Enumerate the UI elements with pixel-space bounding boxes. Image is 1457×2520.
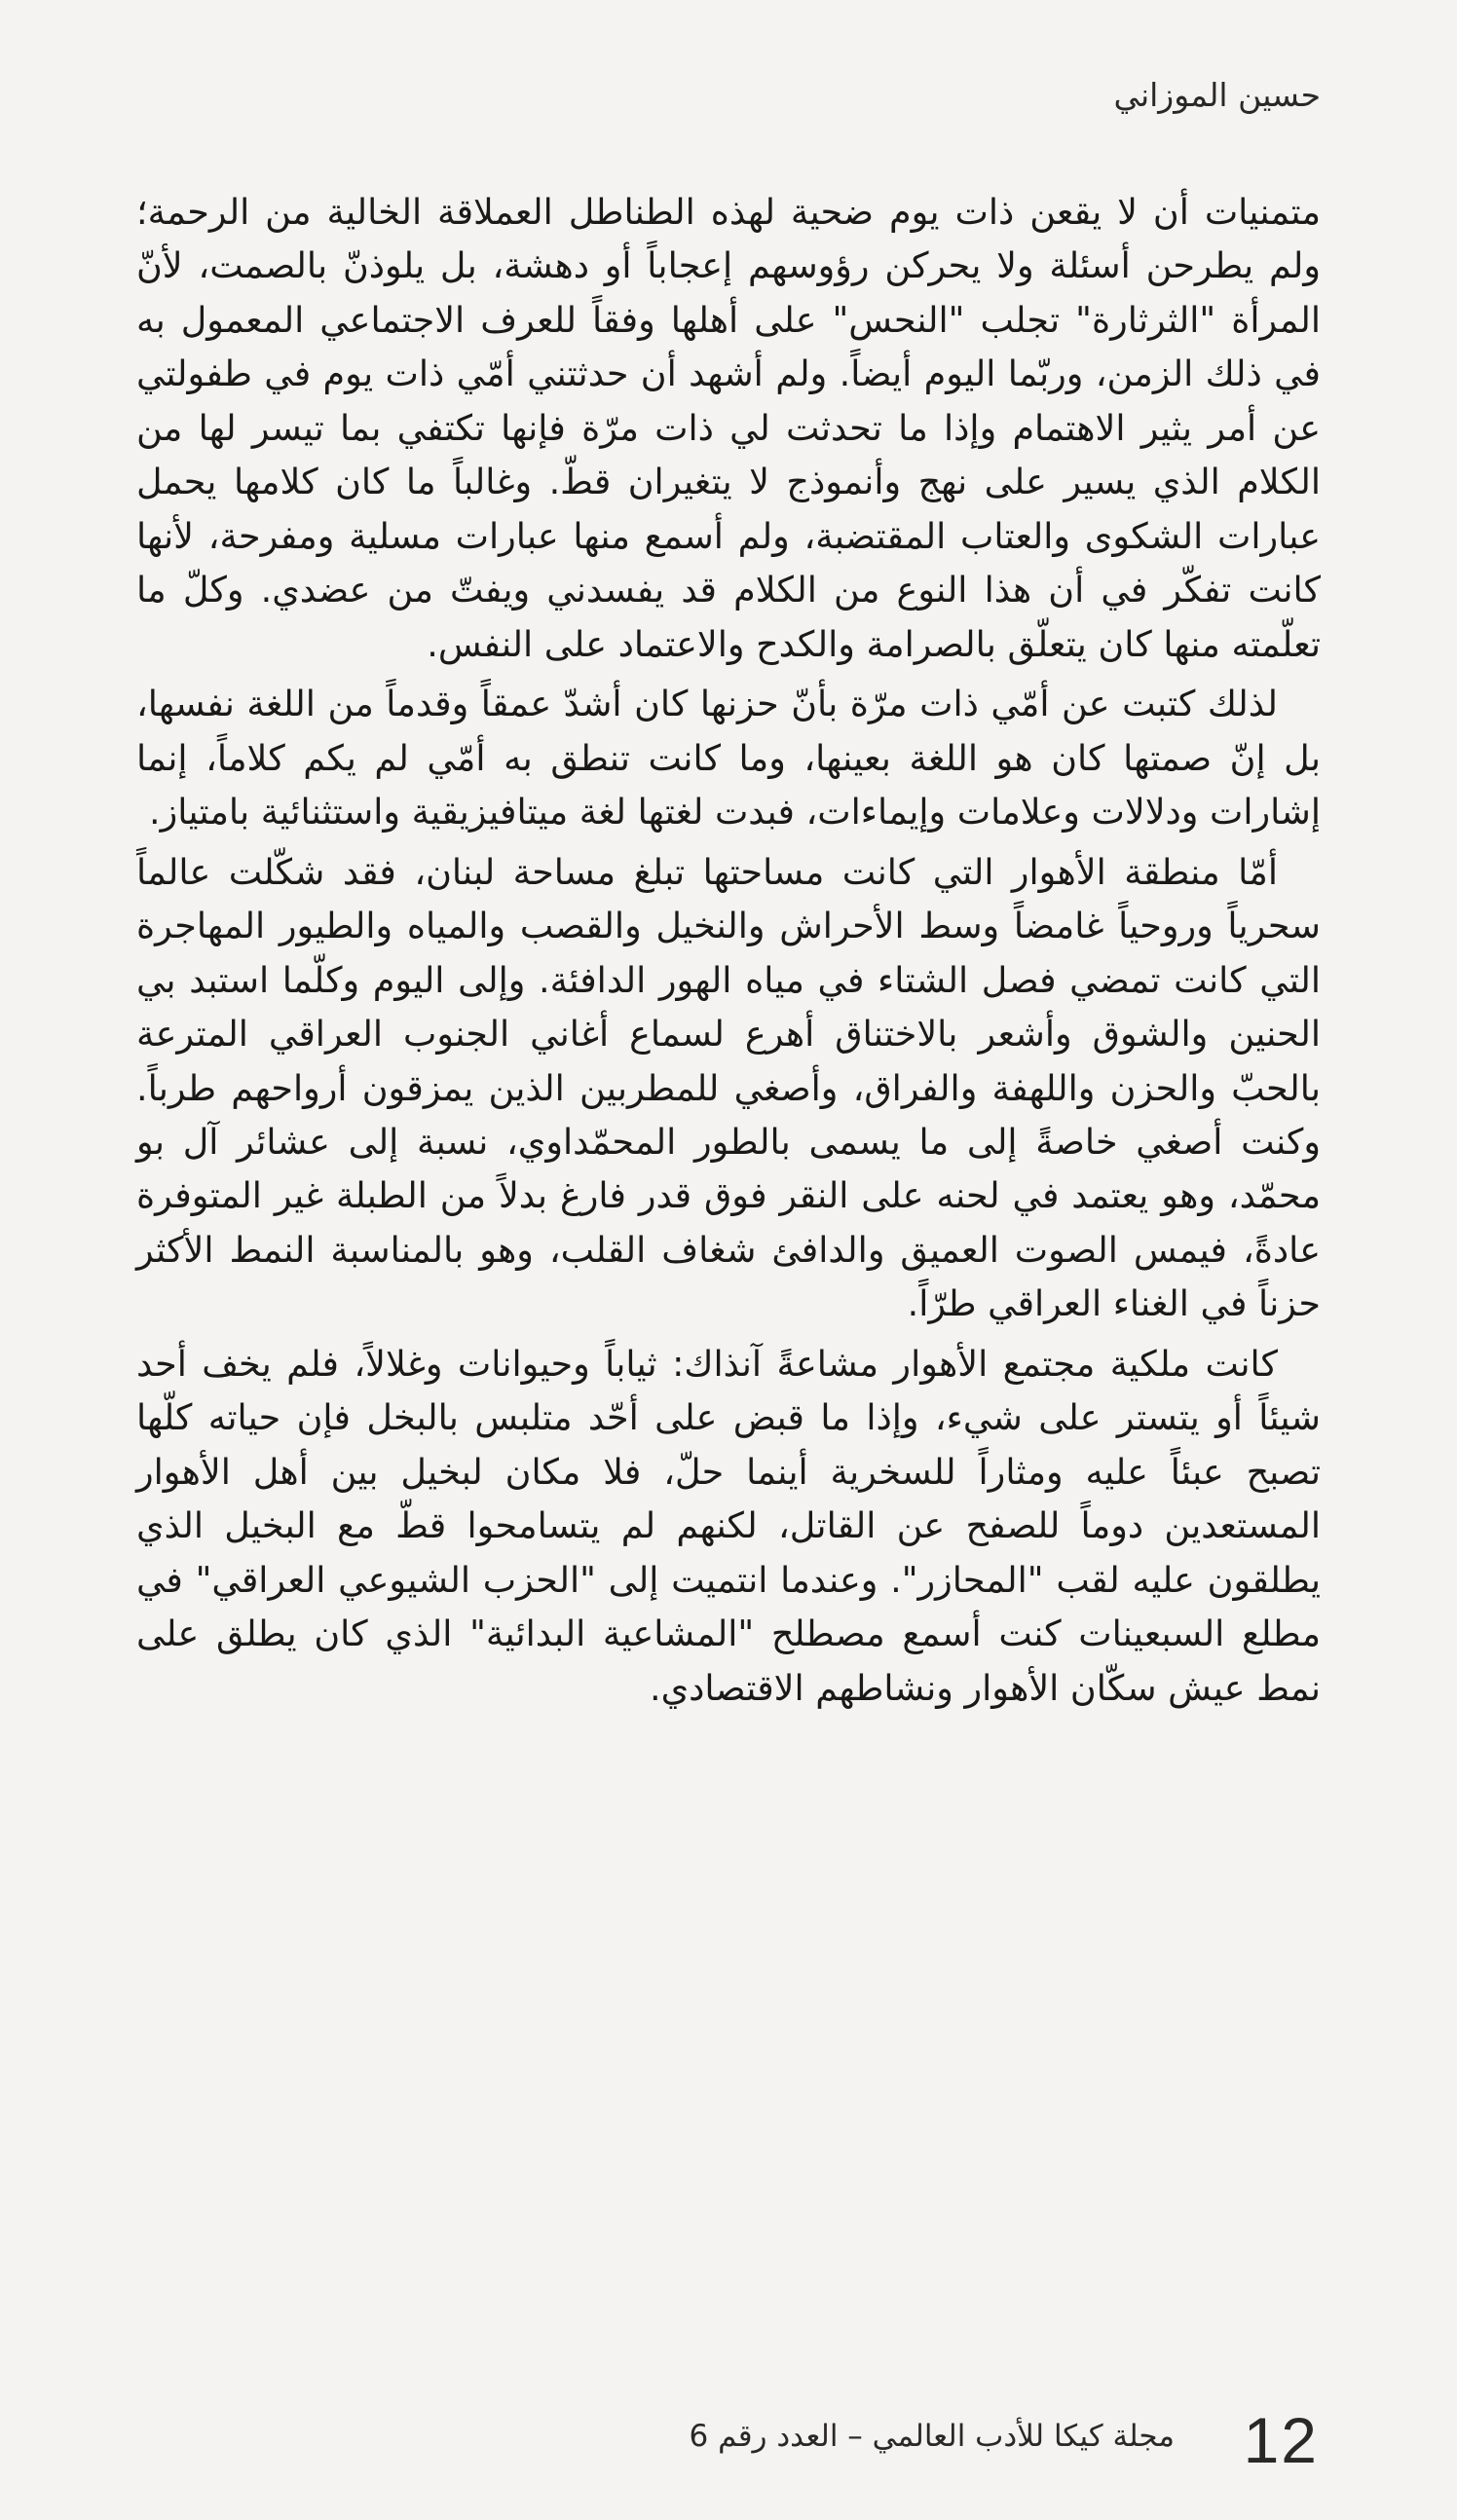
page-number: 12 xyxy=(1243,2404,1319,2476)
paragraph-1: متمنيات أن لا يقعن ذات يوم ضحية لهذه الطناطل العملاقة الخالية من الرحمة؛ ولم يطرحن أسئلة ولا يحركن رؤوسهم إعجاباً أو دهشة، بل يلوذنّ بالصمت، لأنّ المرأة "الثرثارة" تجلب "النحس" على أهلها وفقاً للعرف الاجتماعي المعمول به في ذلك الزمن، وربّما اليوم أيضاً. ولم أشهد أن حدثتني أمّي ذات يوم في طفولتي عن أمر يثير الاهتمام وإذا ما تحدثت لي ذات مرّة فإنها تكتفي بما تيسر لها من الكلام الذي يسير على نهج وأنموذج لا يتغيران قطّ. وغالباً ما كان كلامها يحمل عبارات الشكوى والعتاب المقتضبة، ولم أسمع منها عبارات مسلية ومفرحة، لأنها كانت تفكّر في أن هذا النوع من الكلام قد يفسدني ويفتّ من عضدي. وكلّ ما تعلّمته منها كان يتعلّق بالصرامة والكدح والاعتماد على النفس. xyxy=(136,191,1321,665)
paragraph-3: أمّا منطقة الأهوار التي كانت مساحتها تبلغ مساحة لبنان، فقد شكّلت عالماً سحرياً وروحياً غامضاً وسط الأحراش والنخيل والقصب والمياه والطيور المهاجرة التي كانت تمضي فصل الشتاء في مياه الهور الدافئة. وإلى اليوم وكلّما استبد بي الحنين والشوق وأشعر بالاختناق أهرع لسماع أغاني الجنوب العراقي المترعة بالحبّ والحزن واللهفة والفراق، وأصغي للمطربين الذين يمزقون أرواحهم طرباً. وكنت أصغي خاصةً إلى ما يسمى بالطور المحمّداوي، نسبة إلى عشائر آل بو محمّد، وهو يعتمد في لحنه على النقر فوق قدر فارغ بدلاً من الطبلة غير المتوفرة عادةً، فيمس الصوت العميق والدافئ شغاف القلب، وهو بالمناسبة النمط الأكثر حزناً في الغناء العراقي طرّاً. xyxy=(136,850,1321,1325)
paragraph-4: كانت ملكية مجتمع الأهوار مشاعةً آنذاك: ثياباً وحيوانات وغلالاً، فلم يخف أحد شيئاً أو يتستر على شيء، وإذا ما قبض على أحّد متلبس بالبخل فإن حياته كلّها تصبح عبئاً عليه ومثاراً للسخرية أينما حلّ، فلا مكان لبخيل بين أهل الأهوار المستعدين دوماً للصفح عن القاتل، لكنهم لم يتسامحوا قطّ مع البخيل الذي يطلقون عليه لقب "المحازر". وعندما انتميت إلى "الحزب الشيوعي العراقي" في مطلع السبعينات كنت أسمع مصطلح "المشاعية البدائية" الذي كان يطلق على نمط عيش سكّان الأهوار ونشاطهم الاقتصادي. xyxy=(136,1342,1321,1709)
article-body xyxy=(136,185,1321,1721)
author-running-header: حسين الموزاني xyxy=(1113,76,1321,114)
journal-title: مجلة كيكا للأدب العالمي – العدد رقم 6 xyxy=(689,2419,1175,2454)
page-footer xyxy=(0,2405,1457,2483)
paragraph-2: لذلك كتبت عن أمّي ذات مرّة بأنّ حزنها كان أشدّ عمقاً وقدماً من اللغة نفسها، بل إنّ صمتها كان هو اللغة بعينها، وما كانت تنطق به أمّي لم يكم كلاماً، إنما إشارات ودلالات وعلامات وإيماءات، فبدت لغتها لغة ميتافيزيقية واستثنائية بامتياز. xyxy=(136,683,1321,834)
